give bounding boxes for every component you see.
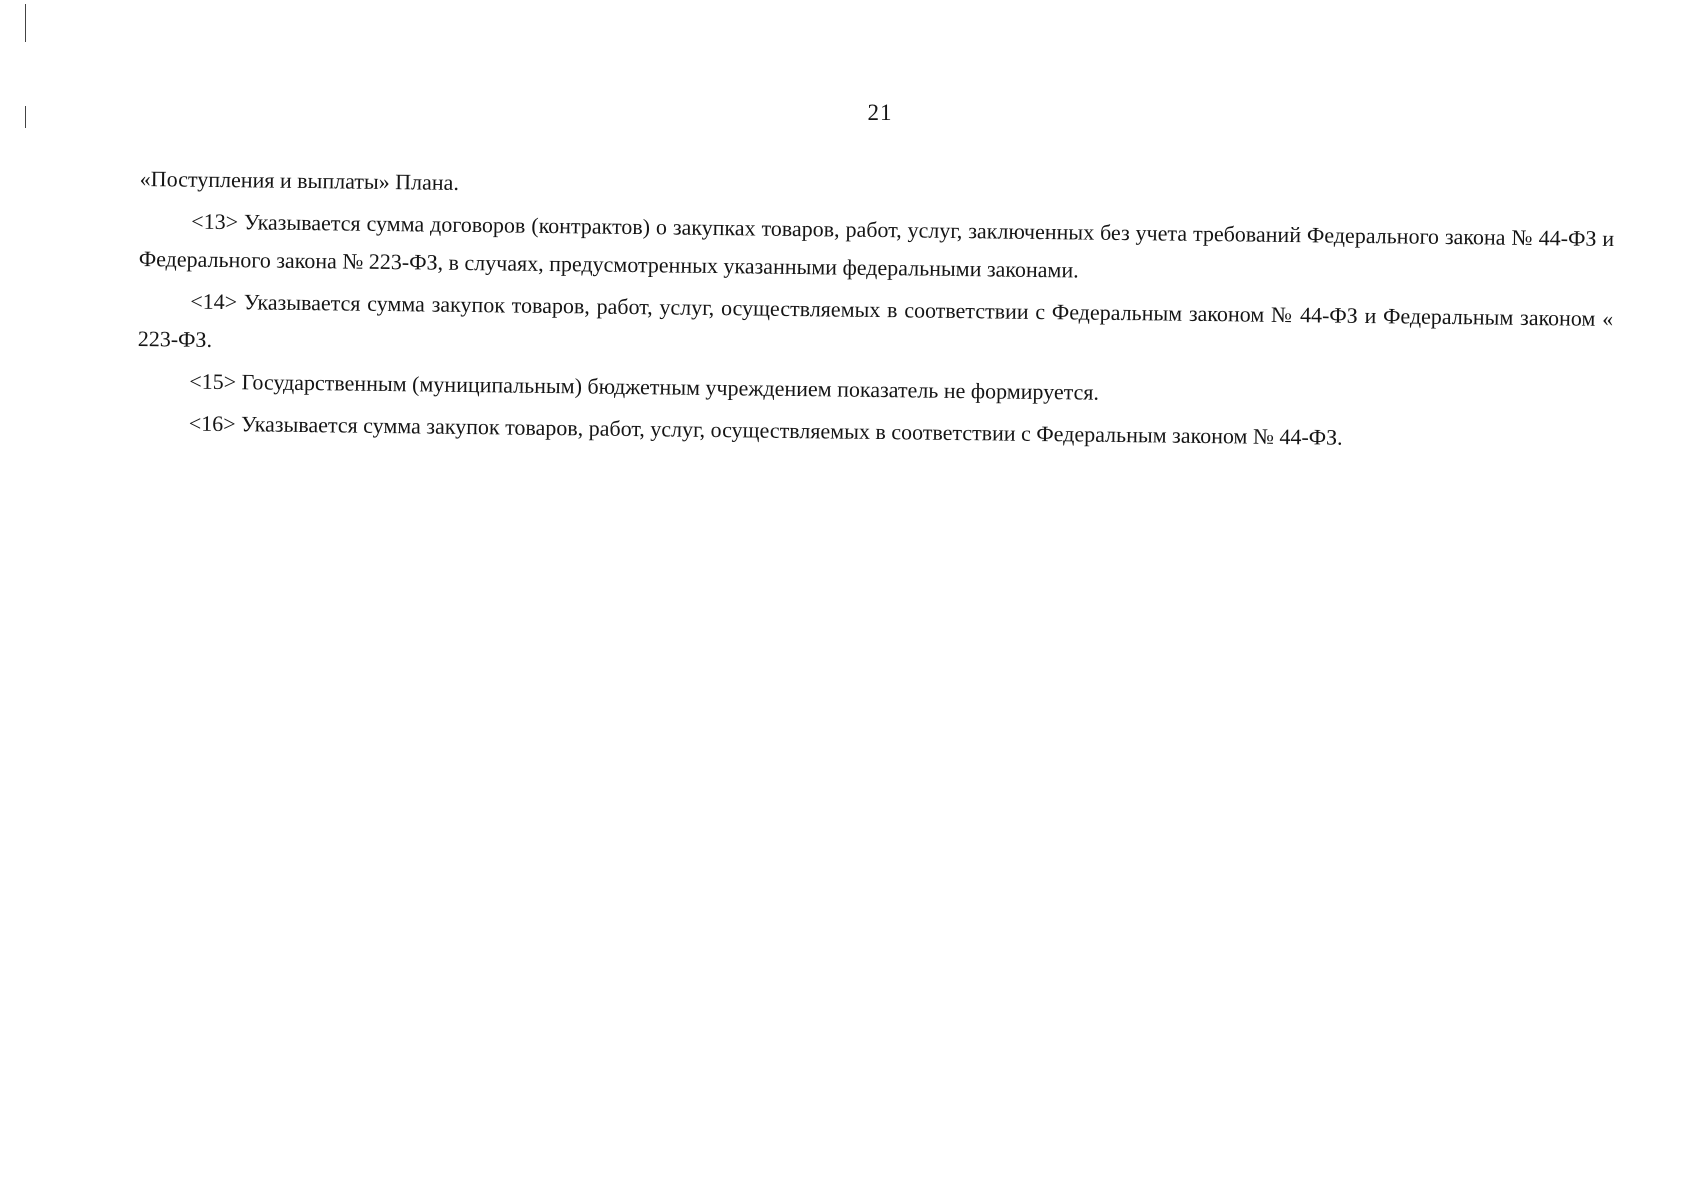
footnote-marker: <15> [189, 368, 237, 395]
footnote-marker: <14> [190, 288, 238, 315]
footnote-marker: <16> [188, 410, 236, 437]
footnote-13 [139, 202, 1615, 296]
scan-margin-mark [25, 4, 26, 42]
footnote-text: Указывается сумма закупок товаров, работ, услуг, осуществляемых в соответствии с Федеральным законом № 44-ФЗ и Федеральным законом « 223-ФЗ. [137, 289, 1614, 352]
footnote-marker: <13> [191, 208, 239, 235]
footnote-text: Указывается сумма договоров (контрактов) о закупках товаров, работ, услуг, заключенных без учета требований Федерального закона № 44-ФЗ и Федерального закона № 223-ФЗ, в случаях, предусмотренных указанными федеральными законами. [138, 209, 1615, 283]
footnote-text: Указывается сумма закупок товаров, работ, услуг, осуществляемых в соответствии с Федеральным законом № 44-ФЗ. [240, 411, 1343, 450]
scan-margin-mark [25, 106, 26, 128]
footnote-text: Государственным (муниципальным) бюджетным учреждением показатель не формируется. [241, 369, 1100, 405]
document-body [137, 160, 1615, 464]
page-number: 21 [867, 100, 893, 125]
continuation-paragraph: «Поступления и выплаты» Плана. [139, 165, 460, 195]
footnote-14 [138, 282, 1614, 376]
